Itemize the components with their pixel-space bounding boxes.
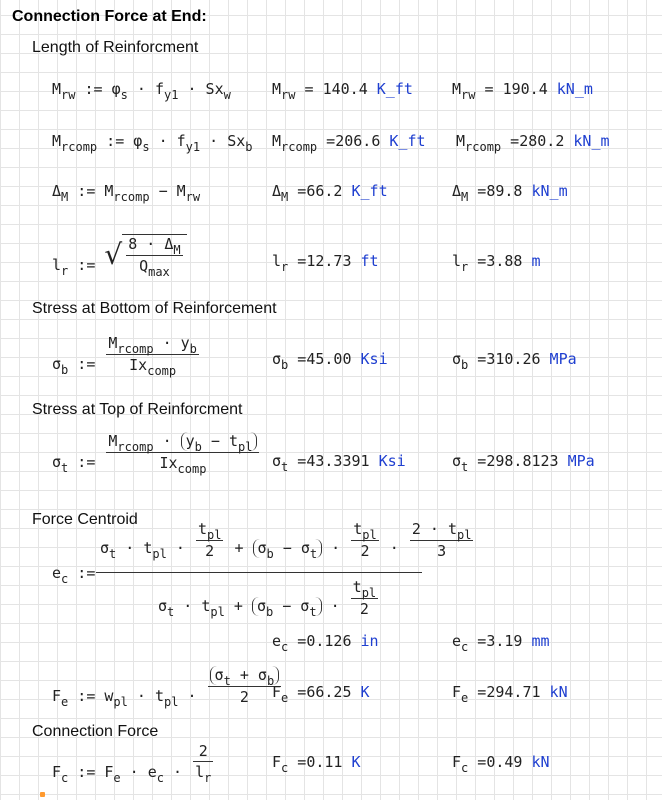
section-title: Connection Force at End: <box>12 8 207 25</box>
result-lr-m: $l_r =3.88$ m <box>452 252 541 274</box>
result-ec-mm: $e_c =3.19$ mm <box>452 632 550 654</box>
def-mrw: $M_{rw}$ := $\varphi_s \cdot f_{y1} \cdot Sx_w$ <box>52 80 231 102</box>
result-mrw-kft: $M_{rw} = 140.4$ K_ft <box>272 80 413 102</box>
result-sigma-b-mpa: $\sigma_b =310.26$ MPa <box>452 350 577 372</box>
def-fe: $F_e$ := $w_{pl} \cdot t_{pl}$ · $\frac{\sigma_t + \sigma_b}{2}$ <box>52 666 283 706</box>
def-ec-numerator: $\sigma_t \cdot t_{pl}$ · $\frac{t_{pl}}{2}$ + $\sigma_b - \sigma_t$ · $\frac{t_{pl}}{2}$ · $\frac{2 \cdot t_{pl}}{3}$ <box>100 520 472 561</box>
result-mrcomp-knm: $M_{rcomp} =280.2$ kN_m <box>456 132 610 154</box>
heading-length: Length of Reinforcment <box>32 39 199 56</box>
result-fc-k: $F_c =0.11$ K <box>272 753 361 775</box>
result-sigma-t-ksi: $\sigma_t =43.3391$ Ksi <box>272 452 406 474</box>
region-marker <box>40 792 45 797</box>
result-ec-in: $e_c =0.126$ in <box>272 632 379 654</box>
result-sigma-b-ksi: $\sigma_b =45.00$ Ksi <box>272 350 388 372</box>
heading-stress-top: Stress at Top of Reinforcment <box>32 401 243 418</box>
def-sigma-t: $\sigma_t$ := $\frac{M_{rcomp} \cdot y_b - t_{pl}}{Ix_{comp}}$ <box>52 432 261 473</box>
result-delta-kft: $\Delta_M =66.2$ K_ft <box>272 182 388 204</box>
result-mrcomp-kft: $M_{rcomp} =206.6$ K_ft <box>272 132 426 154</box>
result-fc-kn: $F_c =0.49$ kN <box>452 753 550 775</box>
heading-stress-bottom: Stress at Bottom of Reinforcement <box>32 300 277 317</box>
def-fc: $F_c$ := $F_e \cdot e_c$ · $\frac{2}{l_r}$ <box>52 742 212 785</box>
heading-centroid: Force Centroid <box>32 511 138 528</box>
result-mrw-knm: $M_{rw} = 190.4$ kN_m <box>452 80 593 102</box>
def-mrcomp: $M_{rcomp}$ := $\varphi_s \cdot f_{y1} \cdot Sx_b$ <box>52 132 253 154</box>
result-fe-kn: $F_e =294.71$ kN <box>452 683 568 705</box>
def-ec-lhs: $e_c$ := <box>52 564 96 586</box>
result-lr-ft: $l_r =12.73$ ft <box>272 252 379 274</box>
ec-fraction-bar <box>96 572 422 573</box>
def-lr: $l_r$ := √ $\frac{8 \cdot \Delta_M}{Q_{max}}$ <box>52 234 187 276</box>
heading-connection-force: Connection Force <box>32 723 159 740</box>
result-sigma-t-mpa: $\sigma_t =298.8123$ MPa <box>452 452 595 474</box>
def-sigma-b: $\sigma_b$ := $\frac{M_{rcomp} \cdot y_b}{Ix_{comp}}$ <box>52 334 197 378</box>
result-delta-knm: $\Delta_M =89.8$ kN_m <box>452 182 568 204</box>
def-delta-m: $\Delta_M$ := $M_{rcomp} - M_{rw}$ <box>52 182 201 204</box>
result-fe-k: $F_e =66.25$ K <box>272 683 370 705</box>
def-ec-denominator: $\sigma_t \cdot t_{pl} + \sigma_b - \sigma_t$ · $\frac{t_{pl}}{2}$ <box>158 578 377 619</box>
